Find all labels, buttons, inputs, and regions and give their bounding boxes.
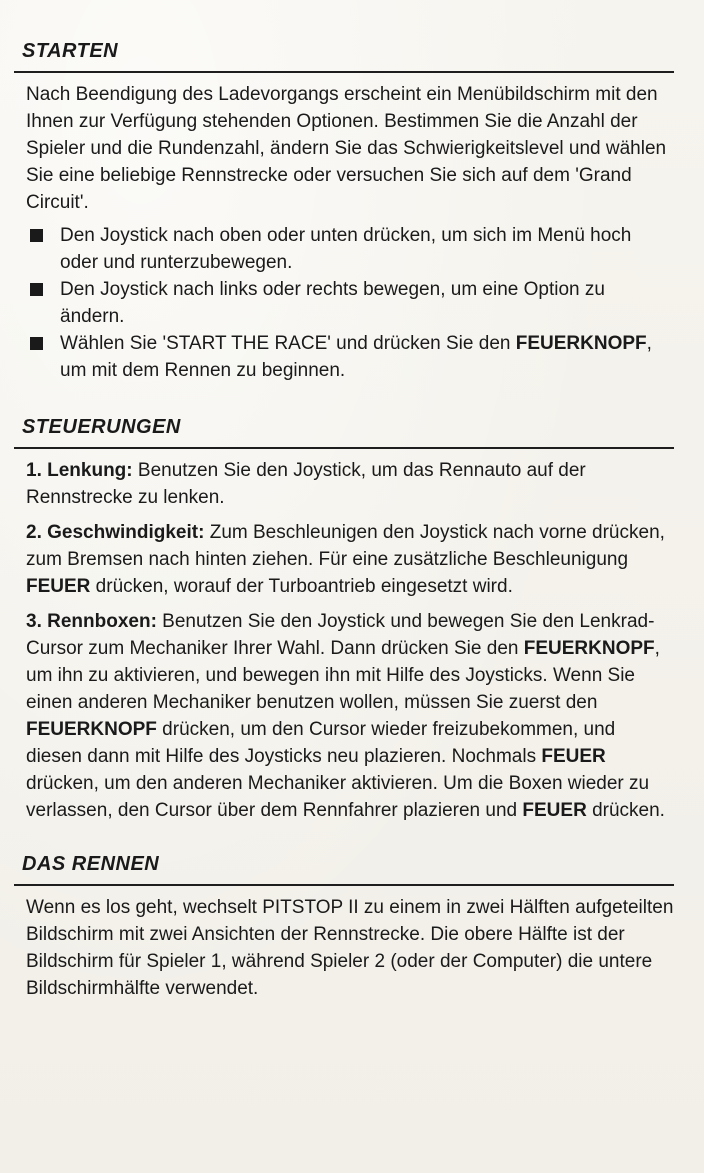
section-body-starten xyxy=(14,81,674,384)
item-label: 2. Geschwindigkeit: xyxy=(26,522,205,543)
bold-term: FEUER xyxy=(522,800,587,821)
starten-intro: Nach Beendigung des Ladevorgangs erscheint ein Menübildschirm mit den Ihnen zur Verfügung stehenden Optionen. Bestimmen Sie die Anzahl der Spieler und die Rundenzahl, ändern Sie das Schwierigkeitslevel und wählen Sie eine beliebige Rennstrecke oder versuchen Sie sich auf dem 'Grand Circuit'. xyxy=(26,84,667,213)
item-text: Benutzen Sie den Joystick und bewegen Sie den Lenkrad-Cursor zum Mechaniker Ihrer Wahl. Dann drücken Sie den xyxy=(26,611,655,659)
starten-bullet-list xyxy=(26,222,674,384)
das-rennen-text: Wenn es los geht, wechselt PITSTOP II zu einem in zwei Hälften aufgeteilten Bildschirm mit zwei Ansichten der Rennstrecke. Die obere Hälfte ist der Bildschirm für Spieler 1, während Spieler 2 (oder der Computer) die untere Bildschirmhälfte verwendet. xyxy=(26,897,674,999)
heading-rule xyxy=(14,884,674,886)
square-bullet-icon xyxy=(30,229,43,242)
item-label: 1. Lenkung: xyxy=(26,460,133,481)
control-item-geschwindigkeit xyxy=(26,519,674,600)
section-heading-das-rennen: DAS RENNEN xyxy=(22,853,160,875)
section-heading-starten: STARTEN xyxy=(22,40,119,62)
item-text: drücken, um den Cursor wieder freizubekommen, und diesen dann mit Hilfe des Joysticks neu plazieren. Nochmals xyxy=(26,719,616,767)
control-item-rennboxen xyxy=(26,608,674,824)
item-text: , um ihn zu aktivieren, und bewegen ihn mit Hilfe des Joysticks. Wenn Sie einen anderen Mechaniker benutzen wollen, müssen Sie zuerst den xyxy=(26,638,660,713)
list-item xyxy=(26,330,674,384)
item-text: Zum Beschleunigen den Joystick nach vorne drücken, zum Bremsen nach hinten ziehen. Für eine zusätzliche Beschleunigung xyxy=(26,522,665,570)
heading-rule xyxy=(14,447,674,449)
bold-term: FEUERKNOPF xyxy=(523,638,655,659)
control-item-lenkung xyxy=(26,457,674,511)
bold-term: FEUERKNOPF xyxy=(515,333,647,354)
item-text: drücken. xyxy=(586,800,665,821)
section-steuerungen xyxy=(14,414,674,824)
section-heading-steuerungen: STEUERUNGEN xyxy=(22,416,181,438)
list-item xyxy=(26,222,674,276)
bullet-text: Den Joystick nach oben oder unten drücken, um sich im Menü hoch oder und runterzubewegen. xyxy=(60,225,632,273)
square-bullet-icon xyxy=(30,283,43,296)
section-body-das-rennen xyxy=(14,894,674,1002)
item-text: drücken, worauf der Turboantrieb eingesetzt wird. xyxy=(90,576,513,597)
list-item xyxy=(26,276,674,330)
section-das-rennen xyxy=(14,851,674,1002)
heading-rule xyxy=(14,71,674,73)
bold-term: FEUERKNOPF xyxy=(26,719,157,740)
bold-term: FEUER xyxy=(541,746,606,767)
bold-term: FEUER xyxy=(26,576,91,597)
bullet-text: Wählen Sie 'START THE RACE' und drücken Sie den xyxy=(60,333,511,354)
bullet-text: , um mit dem Rennen zu beginnen. xyxy=(60,333,652,381)
bullet-text: Den Joystick nach links oder rechts bewegen, um eine Option zu ändern. xyxy=(60,279,605,327)
section-starten xyxy=(14,38,674,384)
item-text: Benutzen Sie den Joystick, um das Rennauto auf der Rennstrecke zu lenken. xyxy=(26,460,586,508)
item-label: 3. Rennboxen: xyxy=(26,611,157,632)
item-text: drücken, um den anderen Mechaniker aktivieren. Um die Boxen wieder zu verlassen, den Cursor über dem Rennfahrer plazieren und xyxy=(26,773,650,821)
square-bullet-icon xyxy=(30,337,43,350)
section-body-steuerungen xyxy=(14,457,674,824)
